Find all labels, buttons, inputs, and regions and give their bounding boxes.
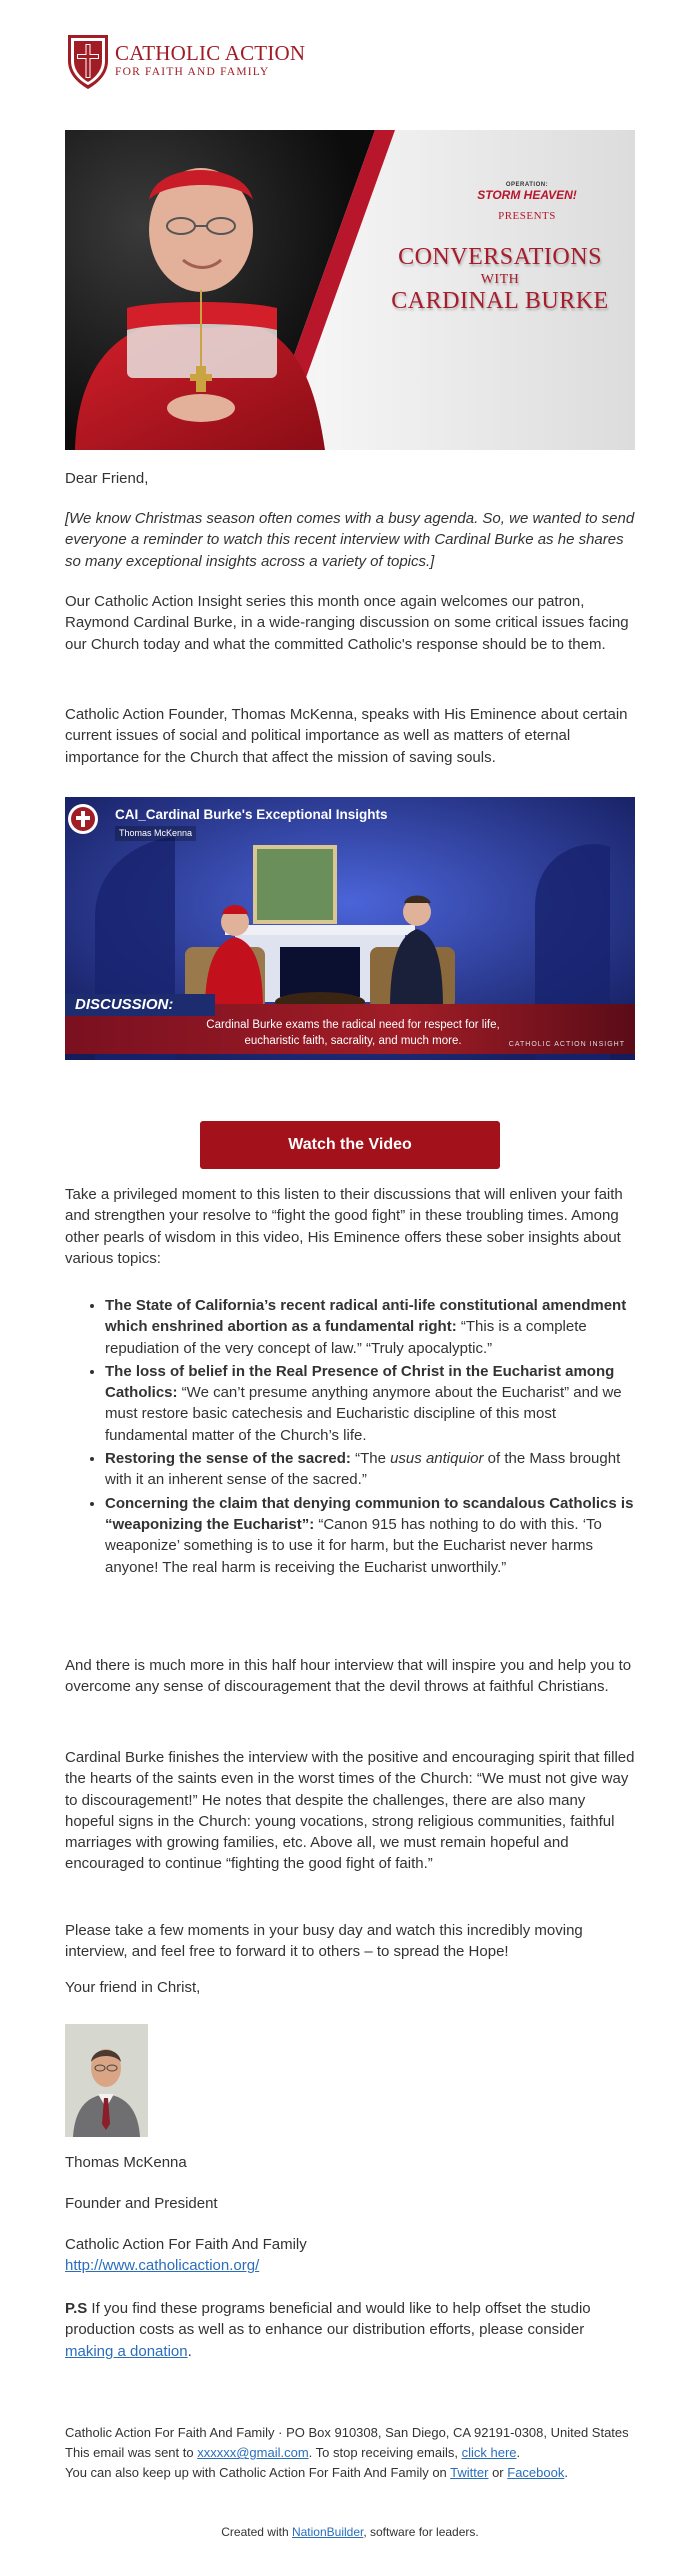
finish-paragraph: Cardinal Burke finishes the interview with the positive and encouraging spirit that filled the hearts of the saints even in the worst times of the Church: “We must not give way to discouragement!” He notes that despite the challenges, there are also many hopeful signs in the Church: young vocations, strong religious communities, faithful marriages with growing families, etc. Above all, we must remain hopeful and encouraged to continue “fighting the good fight of faith.” bbox=[65, 1749, 635, 1873]
founder-paragraph: Catholic Action Founder, Thomas McKenna, speaks with His Eminence about certain current issues of social and political importance as well as matters of eternal importance for the Church that affect the mission of saving souls. bbox=[65, 706, 628, 766]
topic-text: “We can’t presume anything anymore about the Eucharist” and we must restore basic catechesis and Eucharistic discipline of this most fundamental matter of the Church’s life. bbox=[105, 1384, 622, 1444]
topic-text: “This is a complete repudiation of the very concept of law.” “Truly apocalyptic.” bbox=[105, 1318, 587, 1357]
stop-end: . bbox=[516, 2445, 521, 2461]
credit-line bbox=[0, 2524, 700, 2541]
topic-heading: Concerning the claim that denying communion to scandalous Catholics is “weaponizing the Eucharist”: bbox=[105, 1494, 634, 1533]
footer-address: Catholic Action For Faith And Family · PO Box 910308, San Diego, CA 92191-0308, United States bbox=[65, 2425, 629, 2440]
topic-text: “Canon 915 has nothing to do with this. ‘To weaponize’ something is to use it for harm, but the Eucharist never harms anyone! The real harm is receiving the Eucharist unworthily.” bbox=[105, 1515, 602, 1576]
video-channel: Thomas McKenna bbox=[115, 826, 196, 841]
facebook-link[interactable]: Facebook bbox=[507, 2465, 565, 2481]
email-footer bbox=[65, 2423, 635, 2483]
logo-subtitle: FOR FAITH AND FAMILY bbox=[115, 66, 270, 79]
signature-org: Catholic Action For Faith And Family bbox=[65, 2236, 307, 2253]
or-text: or bbox=[488, 2465, 508, 2481]
intro-paragraph: Our Catholic Action Insight series this month once again welcomes our patron, Raymond Cardinal Burke, in a wide-ranging discussion on some critical issues facing our Church today and what the committed Catholic's response should be to them. bbox=[65, 593, 629, 653]
nationbuilder-link[interactable]: NationBuilder bbox=[291, 2525, 364, 2539]
discussion-label: DISCUSSION: bbox=[65, 994, 215, 1016]
footer-social-line bbox=[65, 2463, 635, 2483]
hero-title-line3: CARDINAL BURKE bbox=[391, 288, 609, 314]
ps-label: P.S bbox=[65, 2300, 88, 2317]
more-paragraph: And there is much more in this half hour interview that will inspire you and help you to overcome any sense of discouragement that the devil throws at faithful Christians. bbox=[65, 1657, 632, 1696]
unsubscribe-link[interactable]: click here bbox=[461, 2445, 517, 2461]
footer-sent-line bbox=[65, 2443, 635, 2463]
credit-post: , software for leaders. bbox=[363, 2525, 479, 2539]
topic-heading: The State of California’s recent radical anti-life constitutional amendment which enshrined abortion as a fundamental right: bbox=[105, 1297, 627, 1336]
list-item bbox=[105, 1448, 635, 1491]
hero-title bbox=[365, 245, 635, 313]
stop-text: . To stop receiving emails, bbox=[308, 2445, 462, 2461]
keep-up-text: You can also keep up with Catholic Action For Faith And Family on bbox=[65, 2465, 451, 2481]
discussion-caption: Cardinal Burke exams the radical need for respect for life, eucharistic faith, sacrality, and much more. bbox=[206, 1019, 500, 1047]
watch-video-button[interactable]: Watch the Video bbox=[200, 1121, 500, 1169]
discussion-banner bbox=[65, 996, 635, 1054]
sent-to-text: This email was sent to bbox=[65, 2445, 198, 2461]
recipient-email-link[interactable]: xxxxxx@gmail.com bbox=[197, 2445, 309, 2461]
topic-heading: The loss of belief in the Real Presence of Christ in the Eucharist among Catholics: bbox=[105, 1362, 615, 1402]
logo-title: CATHOLIC ACTION bbox=[115, 41, 306, 66]
hero-title-line2: WITH bbox=[480, 272, 520, 287]
list-item bbox=[105, 1361, 635, 1446]
ps-end: . bbox=[187, 2342, 192, 2360]
insight-brand: CATHOLIC ACTION INSIGHT bbox=[508, 1041, 625, 1048]
ps-paragraph bbox=[65, 2298, 635, 2362]
hero-title-line1: CONVERSATIONS bbox=[398, 244, 602, 270]
twitter-link[interactable]: Twitter bbox=[450, 2465, 489, 2481]
video-title[interactable]: CAI_Cardinal Burke's Exceptional Insights bbox=[115, 807, 388, 822]
list-item bbox=[105, 1493, 635, 1578]
video-thumbnail[interactable] bbox=[65, 797, 635, 1060]
closing: Your friend in Christ, bbox=[65, 1979, 201, 1996]
hero-banner[interactable] bbox=[65, 130, 635, 450]
catholic-action-logo[interactable] bbox=[65, 30, 305, 92]
signature-title: Founder and President bbox=[65, 2195, 218, 2212]
topic-heading: Restoring the sense of the sacred: bbox=[105, 1450, 351, 1468]
please-paragraph: Please take a few moments in your busy day and watch this incredibly moving interview, and feel free to forward it to others – to spread the Hope! bbox=[65, 1922, 583, 1961]
listen-paragraph: Take a privileged moment to this listen to their discussions that will enliven your faith and strengthen your resolve to “fight the good fight” in these troubling times. Among other pearls of wisdom in this video, His Eminence offers these sober insights about various topics: bbox=[65, 1186, 623, 1267]
social-end: . bbox=[564, 2465, 568, 2481]
signature-name: Thomas McKenna bbox=[65, 2154, 187, 2171]
reminder-note: [We know Christmas season often comes with a busy agenda. So, we wanted to send everyone a reminder to watch this recent interview with Cardinal Burke as he shares so many exceptional insights across a variety of topics.] bbox=[65, 510, 635, 570]
donation-link[interactable]: making a donation bbox=[65, 2342, 188, 2360]
website-link[interactable]: http://www.catholicaction.org/ bbox=[65, 2257, 260, 2275]
credit-pre: Created with bbox=[221, 2525, 292, 2539]
ps-text: If you find these programs beneficial and would like to help offset the studio production costs as well as to enhance our distribution efforts, please consider bbox=[65, 2300, 591, 2339]
topic-italic: usus antiquior bbox=[390, 1450, 484, 1468]
list-item bbox=[105, 1295, 635, 1359]
topic-text: “The bbox=[350, 1450, 391, 1468]
storm-heaven-logo: OPERATION: STORM HEAVEN! bbox=[477, 182, 577, 202]
shield-cross-icon bbox=[65, 31, 111, 91]
topic-text: of the Mass brought with it an inherent sense of the sacred.” bbox=[105, 1450, 621, 1489]
avatar bbox=[65, 2024, 148, 2137]
thomas-mckenna-photo bbox=[65, 2024, 148, 2137]
topics-list bbox=[65, 1295, 635, 1578]
presents-text: PRESENTS bbox=[498, 210, 556, 222]
greeting: Dear Friend, bbox=[65, 470, 149, 487]
